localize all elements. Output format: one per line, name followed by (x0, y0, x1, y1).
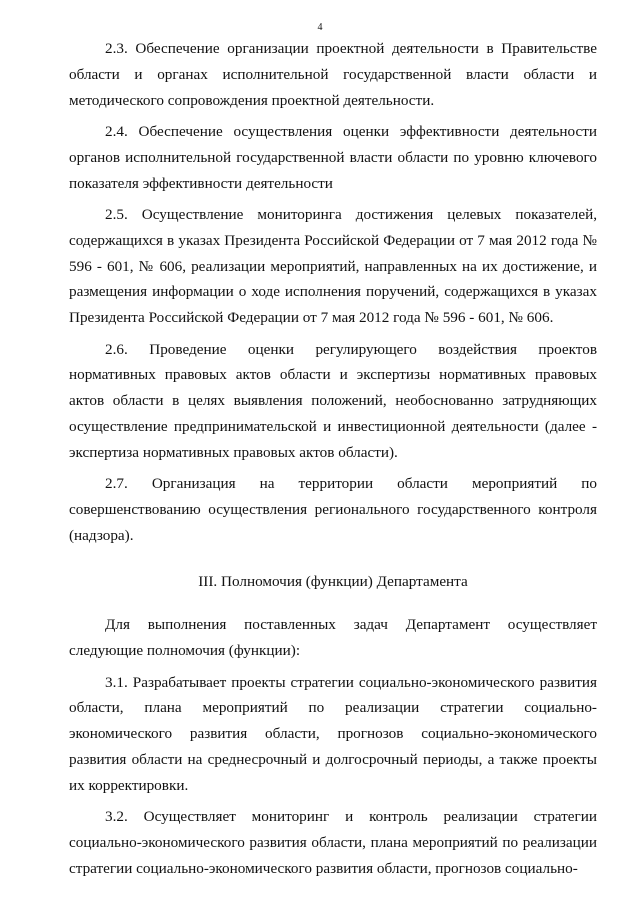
paragraph-2-7: 2.7. Организация на территории области мероприятий по совершенствованию осуществления регионального государственного контроля (надзора). (69, 475, 597, 544)
section-heading: III. Полномочия (функции) Департамента (198, 572, 468, 590)
paragraph-3-1: 3.1. Разрабатывает проекты стратегии социально-экономического развития области, плана мероприятий по реализации стратегии социально-экономического развития области, прогнозов социально-экономического развития области на среднесрочный и долгосрочный периоды, а также проекты их корректировки. (69, 673, 597, 794)
paragraph-intro: Для выполнения поставленных задач Департамент осуществляет следующие полномочия (функции): (69, 616, 597, 660)
paragraph-2-5: 2.5. Осуществление мониторинга достижения целевых показателей, содержащихся в указах Президента Российской Федерации от 7 мая 2012 года № 596 - 601, № 606, реализации мероприятий, направленных на их достижение, и размещения информации о ходе исполнения поручений, содержащихся в указах Президента Российской Федерации от 7 мая 2012 года № 596 - 601, № 606. (69, 205, 597, 327)
paragraph-2-6: 2.6. Проведение оценки регулирующего воздействия проектов нормативных правовых актов области и экспертизы нормативных правовых актов области в целях выявления положений, необоснованно затрудняющих осуществление предпринимательской и инвестиционной деятельности (далее - экспертиза нормативных правовых актов области). (69, 340, 597, 461)
page-number: 4 (317, 22, 323, 33)
paragraph-2-3: 2.3. Обеспечение организации проектной деятельности в Правительстве области и органах исполнительной государственной власти области и методического сопровождения проектной деятельности. (69, 40, 597, 109)
paragraph-3-2: 3.2. Осуществляет мониторинг и контроль реализации стратегии социально-экономического развития области, плана мероприятий по реализации стратегии социально-экономического развития области, прогнозов социально- (69, 808, 597, 877)
document-body (69, 36, 597, 887)
paragraph-2-4: 2.4. Обеспечение осуществления оценки эффективности деятельности органов исполнительной государственной власти области по уровню ключевого показателя эффективности деятельности (69, 122, 597, 192)
